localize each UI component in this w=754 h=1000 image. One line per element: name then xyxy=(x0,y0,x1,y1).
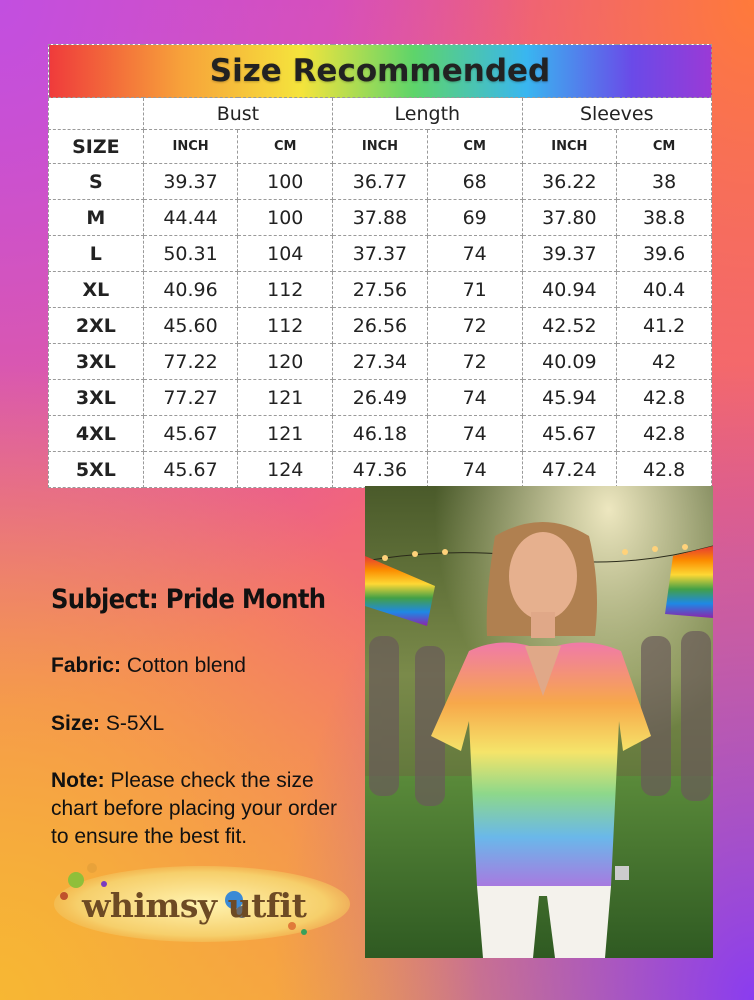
measurement-cell: 100 xyxy=(238,164,333,200)
table-row xyxy=(49,416,712,452)
note-label: Note: xyxy=(51,769,105,792)
measurement-cell: 120 xyxy=(238,344,333,380)
measurement-cell: 36.77 xyxy=(333,164,428,200)
measurement-cell: 45.94 xyxy=(522,380,617,416)
measurement-cell: 40.96 xyxy=(143,272,238,308)
size-cell: S xyxy=(49,164,144,200)
measurement-cell: 46.18 xyxy=(333,416,428,452)
model-photo xyxy=(365,486,713,958)
unit-header: CM xyxy=(427,130,522,164)
measurement-cell: 124 xyxy=(238,452,333,488)
unit-header: INCH xyxy=(522,130,617,164)
measurement-cell: 37.80 xyxy=(522,200,617,236)
measurement-cell: 47.24 xyxy=(522,452,617,488)
size-cell: XL xyxy=(49,272,144,308)
measurement-cell: 45.67 xyxy=(143,452,238,488)
measurement-cell: 27.34 xyxy=(333,344,428,380)
table-row xyxy=(49,344,712,380)
measurement-cell: 121 xyxy=(238,416,333,452)
measurement-cell: 45.67 xyxy=(522,416,617,452)
table-row xyxy=(49,272,712,308)
note-line xyxy=(51,767,351,851)
size-cell: 4XL xyxy=(49,416,144,452)
measurement-cell: 39.37 xyxy=(143,164,238,200)
measurement-cell: 112 xyxy=(238,308,333,344)
measurement-cell: 68 xyxy=(427,164,522,200)
logo-wordmark: whimsy utfit xyxy=(82,886,307,925)
size-cell: 3XL xyxy=(49,380,144,416)
measurement-cell: 42.52 xyxy=(522,308,617,344)
measurement-cell: 72 xyxy=(427,308,522,344)
measurement-cell: 74 xyxy=(427,236,522,272)
measurement-cell: 40.09 xyxy=(522,344,617,380)
measurement-cell: 44.44 xyxy=(143,200,238,236)
measurement-cell: 26.56 xyxy=(333,308,428,344)
measurement-cell: 45.60 xyxy=(143,308,238,344)
fabric-value: Cotton blend xyxy=(126,654,246,677)
table-row xyxy=(49,452,712,488)
size-cell: 5XL xyxy=(49,452,144,488)
unit-header: INCH xyxy=(333,130,428,164)
size-cell: 2XL xyxy=(49,308,144,344)
measurement-cell: 41.2 xyxy=(617,308,712,344)
measurement-cell: 71 xyxy=(427,272,522,308)
unit-header: INCH xyxy=(143,130,238,164)
note-value: Please check the size chart before placing your order to ensure the best fit. xyxy=(51,769,337,848)
measurement-cell: 37.37 xyxy=(333,236,428,272)
measurement-cell: 42 xyxy=(617,344,712,380)
group-header-length: Length xyxy=(333,98,522,130)
measurement-cell: 50.31 xyxy=(143,236,238,272)
measurement-cell: 100 xyxy=(238,200,333,236)
measurement-cell: 39.6 xyxy=(617,236,712,272)
measurement-cell: 37.88 xyxy=(333,200,428,236)
size-label: Size: xyxy=(51,712,101,735)
size-cell: 3XL xyxy=(49,344,144,380)
measurement-cell: 121 xyxy=(238,380,333,416)
measurement-cell: 74 xyxy=(427,380,522,416)
brand-logo xyxy=(52,858,352,944)
size-chart-title: Size Recommended xyxy=(49,45,712,98)
group-header-bust: Bust xyxy=(143,98,332,130)
measurement-cell: 74 xyxy=(427,452,522,488)
measurement-cell: 74 xyxy=(427,416,522,452)
measurement-cell: 77.22 xyxy=(143,344,238,380)
measurement-cell: 40.4 xyxy=(617,272,712,308)
size-value: S-5XL xyxy=(105,712,165,735)
measurement-cell: 38.8 xyxy=(617,200,712,236)
table-row xyxy=(49,164,712,200)
table-row xyxy=(49,236,712,272)
size-chart-table xyxy=(48,44,712,488)
measurement-cell: 69 xyxy=(427,200,522,236)
size-cell: M xyxy=(49,200,144,236)
empty-header-cell xyxy=(49,98,144,130)
measurement-cell: 42.8 xyxy=(617,452,712,488)
measurement-cell: 42.8 xyxy=(617,380,712,416)
group-header-sleeves: Sleeves xyxy=(522,98,711,130)
measurement-cell: 47.36 xyxy=(333,452,428,488)
unit-header: CM xyxy=(238,130,333,164)
measurement-cell: 112 xyxy=(238,272,333,308)
table-row xyxy=(49,200,712,236)
measurement-cell: 26.49 xyxy=(333,380,428,416)
unit-header: CM xyxy=(617,130,712,164)
measurement-cell: 39.37 xyxy=(522,236,617,272)
fabric-line xyxy=(51,654,246,678)
measurement-cell: 40.94 xyxy=(522,272,617,308)
measurement-cell: 45.67 xyxy=(143,416,238,452)
fabric-label: Fabric: xyxy=(51,654,122,677)
size-cell: L xyxy=(49,236,144,272)
size-line xyxy=(51,712,164,736)
measurement-cell: 27.56 xyxy=(333,272,428,308)
measurement-cell: 104 xyxy=(238,236,333,272)
measurement-cell: 36.22 xyxy=(522,164,617,200)
measurement-cell: 72 xyxy=(427,344,522,380)
measurement-cell: 38 xyxy=(617,164,712,200)
measurement-cell: 77.27 xyxy=(143,380,238,416)
table-row xyxy=(49,380,712,416)
measurement-cell: 42.8 xyxy=(617,416,712,452)
subject-heading: Subject: Pride Month xyxy=(51,584,326,615)
size-column-header: SIZE xyxy=(49,130,144,164)
table-row xyxy=(49,308,712,344)
